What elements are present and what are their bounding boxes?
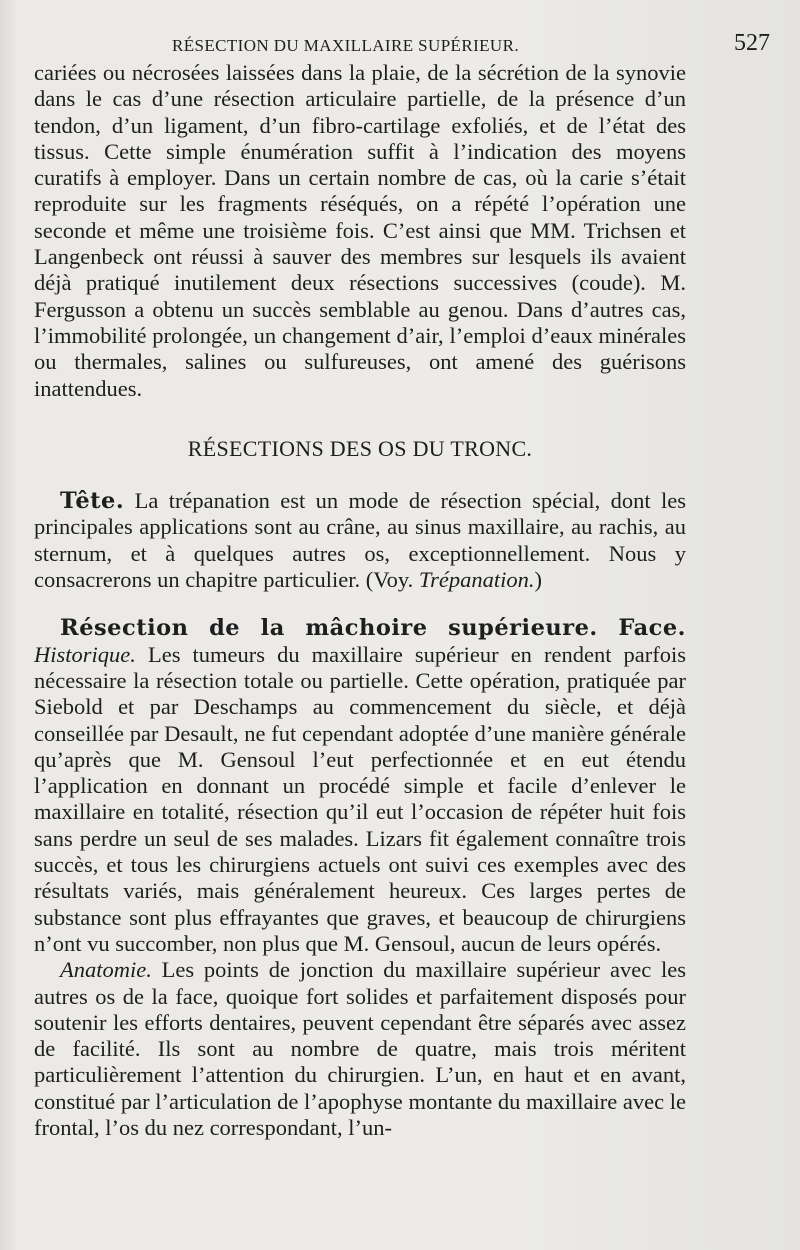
paragraph-spacer	[34, 593, 686, 615]
label-anatomie: Anatomie.	[60, 957, 152, 983]
label-historique: Historique.	[34, 641, 136, 667]
rubric-resection: Résection de la mâchoire supérieure. Face.	[60, 615, 686, 642]
page-number: 527	[734, 30, 770, 56]
paragraph-anatomie	[34, 957, 686, 1141]
tete-cross-reference: Trépanation.	[418, 567, 535, 593]
paragraph-continuation: cariées ou nécrosées laissées dans la plaie, de la sécrétion de la synovie dans le cas d’une résection articulaire partielle, de la présence d’un tendon, d’un ligament, d’un fibro-cartilage exfoliés, et de l’état des tissus. Cette simple énumération suffit à l’indication des moyens curatifs à employer. Dans un certain nombre de cas, où la carie s’était reproduite sur les fragments réséqués, on a répété l’opération une seconde et même une troisième fois. C’est ainsi que MM. Trichsen et Langenbeck ont réussi à sauver des membres sur lesquels ils avaient déjà pratiqué inutilement deux résections successives (coude). M. Fergusson a obtenu un succès semblable au genou. Dans d’autres cas, l’immobilité prolongée, un changement d’air, l’emploi d’eaux minérales ou thermales, salines ou sulfureuses, ont amené des guérisons inattendues.	[34, 60, 686, 401]
rubric-tete: Tête.	[60, 488, 125, 515]
resection-text: Les tumeurs du maxillaire supérieur en rendent parfois nécessaire la résection totale ou partielle. Cette opération, pratiquée par Siebold et par Deschamps au commencement du siècle, et déjà conseillée par Desault, ne fut cependant adoptée d’une manière générale qu’après que M. Gensoul l’eut perfectionnée et en eut étendu l’application en donnant un procédé simple et facile d’enlever le maxillaire en totalité, résection qu’il eut l’occasion de répéter huit fois sans perdre un seul de ses malades. Lizars fit également connaître trois succès, et tous les chirurgiens actuels ont suivi ces exemples avec des résultats variés, mais généralement heureux. Ces larges pertes de substance sont plus effrayantes que graves, et beaucoup de chirurgiens n’ont vu succomber, non plus que M. Gensoul, aucun de leurs opérés.	[34, 641, 687, 956]
paragraph-tete	[34, 488, 686, 593]
tete-text: La trépanation est un mode de résection spécial, dont les principales applications sont au crâne, au sinus maxillaire, au rachis, au sternum, et à quelques autres os, exceptionnellement. Nous y consacrerons un chapitre particulier. (Voy.	[34, 488, 686, 593]
section-heading: RÉSECTIONS DES OS DU TRONC.	[187, 435, 533, 461]
running-title: RÉSECTION DU MAXILLAIRE SUPÉRIEUR.	[172, 36, 519, 55]
running-head	[34, 28, 770, 60]
tete-close-paren: )	[534, 567, 543, 593]
body-text	[34, 60, 686, 1141]
paragraph-resection	[34, 615, 686, 957]
anatomie-text: Les points de jonction du maxillaire supérieur avec les autres os de la face, quoique fort solides et parfaitement disposés pour soutenir les efforts dentaires, peuvent cependant être séparés avec assez de facilité. Ils sont au nombre de quatre, mais trois méritent particulièrement l’attention du chirurgien. L’un, en haut et en avant, constitué par l’articulation de l’apophyse montante du maxillaire avec le frontal, l’os du nez correspondant, l’un-	[34, 957, 686, 1140]
